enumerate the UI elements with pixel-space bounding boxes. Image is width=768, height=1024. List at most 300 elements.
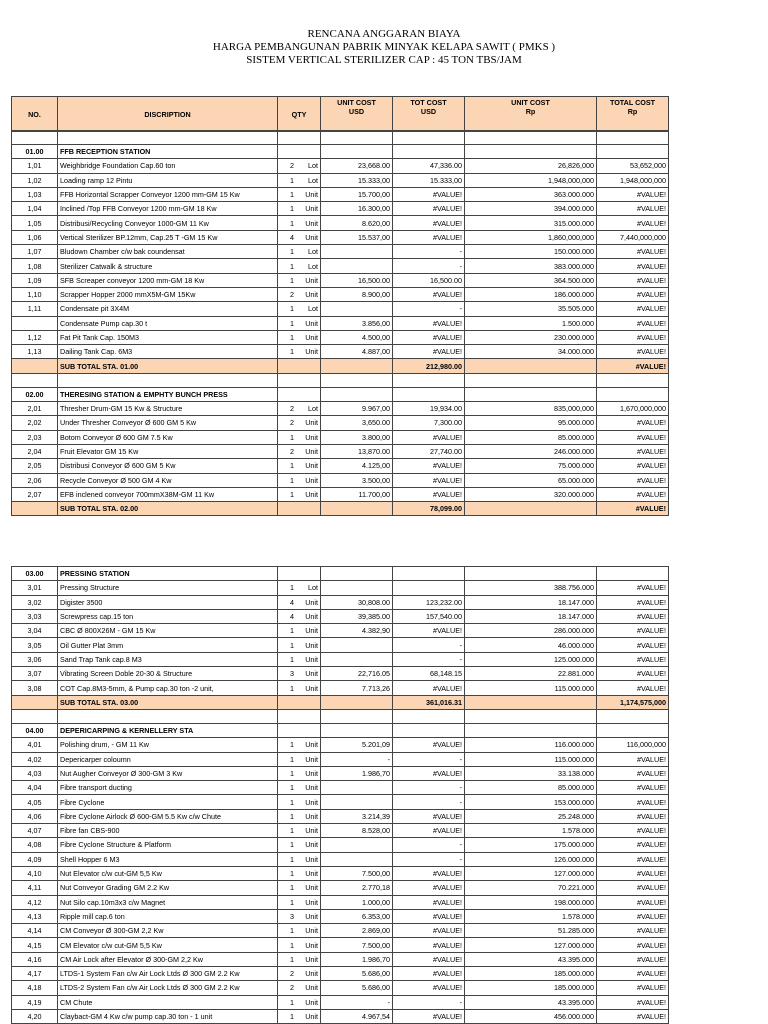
unit-cost-rp: 456.000.000 (465, 1009, 597, 1023)
tot-cost-usd (393, 581, 465, 595)
total-cost-rp: 7,440,000,000 (597, 230, 669, 244)
tot-cost-usd: #VALUE! (393, 952, 465, 966)
tot-cost-usd: 47,336.00 (393, 159, 465, 173)
unit-cost-usd: 1.986,70 (321, 952, 393, 966)
empty-cell (597, 709, 669, 723)
subtotal-label: SUB TOTAL STA. 02.00 (58, 502, 278, 516)
unit-cost-rp: 116.000.000 (465, 738, 597, 752)
tot-cost-usd: - (393, 995, 465, 1009)
qty-unit: Unit (305, 954, 318, 964)
qty-value: 1 (290, 583, 294, 593)
qty-unit: Unit (305, 654, 318, 664)
table-row (12, 995, 669, 1009)
item-description: Nut Silo cap.10m3x3 c/w Magnet (58, 895, 278, 909)
qty-value: 1 (290, 654, 294, 664)
item-qty (278, 766, 321, 780)
unit-cost-rp: 70.221.000 (465, 881, 597, 895)
subtotal-row (12, 359, 669, 373)
item-number: 1,03 (12, 187, 58, 201)
unit-cost-usd (321, 781, 393, 795)
header-unit-cost-rp: UNIT COST Rp (465, 97, 597, 132)
item-description: Digister 3500 (58, 595, 278, 609)
empty-cell (465, 502, 597, 516)
table-row (12, 638, 669, 652)
item-description: Fat Pit Tank Cap. 150M3 (58, 330, 278, 344)
subtotal-usd: 212,980.00 (393, 359, 465, 373)
qty-unit: Unit (305, 318, 318, 328)
unit-cost-rp: 115.000.000 (465, 752, 597, 766)
tot-cost-usd: #VALUE! (393, 459, 465, 473)
qty-unit: Lot (308, 247, 318, 257)
total-cost-rp: #VALUE! (597, 866, 669, 880)
item-description: CM Chute (58, 995, 278, 1009)
tot-cost-usd: - (393, 245, 465, 259)
item-number: 4,02 (12, 752, 58, 766)
unit-cost-rp: 115.000.000 (465, 681, 597, 695)
unit-cost-usd: 11.700,00 (321, 487, 393, 501)
unit-cost-rp: 46.000.000 (465, 638, 597, 652)
item-qty (278, 609, 321, 623)
unit-cost-rp: 22.881.000 (465, 667, 597, 681)
section-header-row (12, 567, 669, 581)
table-row (12, 852, 669, 866)
total-cost-rp: #VALUE! (597, 259, 669, 273)
empty-cell (278, 387, 321, 401)
tot-cost-usd: #VALUE! (393, 881, 465, 895)
total-cost-rp: #VALUE! (597, 809, 669, 823)
unit-cost-rp: 26,826,000 (465, 159, 597, 173)
unit-cost-usd (321, 852, 393, 866)
header-tot-cost-usd: TOT COST USD (393, 97, 465, 132)
qty-value: 1 (290, 854, 294, 864)
qty-unit: Unit (305, 869, 318, 879)
tot-cost-usd: - (393, 852, 465, 866)
tot-cost-usd: #VALUE! (393, 938, 465, 952)
qty-unit: Unit (305, 854, 318, 864)
empty-cell (597, 145, 669, 159)
item-qty (278, 430, 321, 444)
unit-cost-usd: - (321, 995, 393, 1009)
empty-cell (278, 567, 321, 581)
qty-unit: Unit (305, 232, 318, 242)
item-description: COT Cap.8M3-5mm, & Pump cap.30 ton -2 unit, (58, 681, 278, 695)
empty-cell (465, 723, 597, 737)
item-number: 4,17 (12, 967, 58, 981)
item-number: 4,12 (12, 895, 58, 909)
item-description: Bludown Chamber c/w bak coundensat (58, 245, 278, 259)
total-cost-rp: #VALUE! (597, 287, 669, 301)
unit-cost-rp: 25.248.000 (465, 809, 597, 823)
unit-cost-rp: 286.000.000 (465, 624, 597, 638)
item-qty (278, 595, 321, 609)
table-row (12, 259, 669, 273)
item-number: 1,05 (12, 216, 58, 230)
total-cost-rp: #VALUE! (597, 881, 669, 895)
item-number: 4,19 (12, 995, 58, 1009)
qty-value: 1 (290, 640, 294, 650)
total-cost-rp: #VALUE! (597, 187, 669, 201)
unit-cost-usd (321, 581, 393, 595)
qty-unit: Unit (305, 797, 318, 807)
unit-cost-usd (321, 245, 393, 259)
total-cost-rp: #VALUE! (597, 938, 669, 952)
unit-cost-usd: 7.713,26 (321, 681, 393, 695)
item-description: Ripple mill cap.6 ton (58, 909, 278, 923)
qty-value: 1 (290, 304, 294, 314)
unit-cost-usd: 8.900,00 (321, 287, 393, 301)
unit-cost-rp: 35.505.000 (465, 302, 597, 316)
qty-value: 1 (290, 883, 294, 893)
table-row (12, 781, 669, 795)
qty-value: 1 (290, 218, 294, 228)
section-title: DEPERICARPING & KERNELLERY STA (58, 723, 278, 737)
item-description: Fibre Cyclone Structure & Platform (58, 838, 278, 852)
tot-cost-usd: #VALUE! (393, 766, 465, 780)
tot-cost-usd: - (393, 259, 465, 273)
total-cost-rp: #VALUE! (597, 416, 669, 430)
empty-cell (12, 373, 58, 387)
table-row (12, 216, 669, 230)
item-qty (278, 487, 321, 501)
tot-cost-usd: #VALUE! (393, 345, 465, 359)
qty-value: 1 (290, 783, 294, 793)
subtotal-number (12, 359, 58, 373)
unit-cost-usd: 15.700,00 (321, 187, 393, 201)
item-number: 4,05 (12, 795, 58, 809)
total-cost-rp: #VALUE! (597, 681, 669, 695)
table-row (12, 738, 669, 752)
item-number: 3,07 (12, 667, 58, 681)
tot-cost-usd: #VALUE! (393, 487, 465, 501)
table-row (12, 430, 669, 444)
qty-value: 4 (290, 612, 294, 622)
item-qty (278, 866, 321, 880)
item-number: 1,02 (12, 173, 58, 187)
qty-unit: Unit (305, 740, 318, 750)
item-qty (278, 302, 321, 316)
table-row (12, 824, 669, 838)
unit-cost-usd: 15.537,00 (321, 230, 393, 244)
subtotal-usd: 78,099.00 (393, 502, 465, 516)
total-cost-rp: 1,670,000,000 (597, 402, 669, 416)
qty-unit: Lot (308, 161, 318, 171)
total-cost-rp: #VALUE! (597, 838, 669, 852)
tot-cost-usd: - (393, 781, 465, 795)
qty-unit: Unit (305, 190, 318, 200)
qty-value: 3 (290, 669, 294, 679)
unit-cost-rp: 363.000.000 (465, 187, 597, 201)
section-title: FFB RECEPTION STATION (58, 145, 278, 159)
item-description: Loading ramp 12 Pintu (58, 173, 278, 187)
empty-cell (597, 723, 669, 737)
qty-value: 1 (290, 275, 294, 285)
total-cost-rp: #VALUE! (597, 652, 669, 666)
empty-cell (393, 709, 465, 723)
table-row (12, 230, 669, 244)
item-number: 2,06 (12, 473, 58, 487)
qty-value: 1 (290, 683, 294, 693)
header-total-cost-rp: TOTAL COST Rp (597, 97, 669, 132)
item-description: Polishing drum, - GM 11 Kw (58, 738, 278, 752)
blank-row (12, 131, 669, 145)
total-cost-rp: #VALUE! (597, 1009, 669, 1023)
tot-cost-usd: - (393, 838, 465, 852)
table-header (11, 96, 669, 132)
empty-cell (465, 567, 597, 581)
item-qty (278, 444, 321, 458)
item-number: 1,13 (12, 345, 58, 359)
total-cost-rp: #VALUE! (597, 330, 669, 344)
item-qty (278, 909, 321, 923)
qty-unit: Unit (305, 447, 318, 457)
unit-cost-usd: 13,870.00 (321, 444, 393, 458)
item-description: CBC Ø 800X26M - GM 15 Kw (58, 624, 278, 638)
unit-cost-usd (321, 638, 393, 652)
qty-unit: Unit (305, 432, 318, 442)
empty-cell (321, 723, 393, 737)
total-cost-rp: #VALUE! (597, 302, 669, 316)
header-description: DISCRIPTION (58, 97, 278, 132)
empty-cell (393, 145, 465, 159)
qty-value: 1 (290, 261, 294, 271)
unit-cost-rp: 127.000.000 (465, 938, 597, 952)
item-number: 4,15 (12, 938, 58, 952)
total-cost-rp: #VALUE! (597, 459, 669, 473)
tot-cost-usd: #VALUE! (393, 738, 465, 752)
total-cost-rp: #VALUE! (597, 624, 669, 638)
title-line-1: RENCANA ANGGARAN BIAYA (307, 28, 461, 40)
unit-cost-usd: 5.686,00 (321, 981, 393, 995)
tot-cost-usd: #VALUE! (393, 1009, 465, 1023)
item-qty (278, 681, 321, 695)
unit-cost-usd: 3.800,00 (321, 430, 393, 444)
table-row (12, 681, 669, 695)
unit-cost-usd: 1.000,00 (321, 895, 393, 909)
table-row (12, 345, 669, 359)
item-qty (278, 667, 321, 681)
item-qty (278, 967, 321, 981)
unit-cost-rp: 43.395.000 (465, 995, 597, 1009)
qty-unit: Unit (305, 347, 318, 357)
tot-cost-usd: #VALUE! (393, 824, 465, 838)
total-cost-rp: #VALUE! (597, 609, 669, 623)
item-description: Sand Trap Tank cap.8 M3 (58, 652, 278, 666)
qty-value: 2 (290, 161, 294, 171)
qty-unit: Unit (305, 418, 318, 428)
unit-cost-rp: 1.500.000 (465, 316, 597, 330)
item-number: 3,06 (12, 652, 58, 666)
empty-cell (58, 131, 278, 145)
table-row (12, 866, 669, 880)
qty-unit: Unit (305, 290, 318, 300)
item-description: CM Air Lock after Elevator Ø 300-GM 2,2 Kw (58, 952, 278, 966)
empty-cell (278, 145, 321, 159)
item-qty (278, 881, 321, 895)
qty-value: 1 (290, 489, 294, 499)
empty-cell (465, 695, 597, 709)
qty-value: 1 (290, 897, 294, 907)
qty-value: 1 (290, 204, 294, 214)
total-cost-rp: #VALUE! (597, 638, 669, 652)
item-qty (278, 938, 321, 952)
table-row (12, 881, 669, 895)
tot-cost-usd: - (393, 302, 465, 316)
total-cost-rp: #VALUE! (597, 766, 669, 780)
unit-cost-usd: 9.967,00 (321, 402, 393, 416)
table-row (12, 938, 669, 952)
item-number: 4,13 (12, 909, 58, 923)
unit-cost-rp: 18.147.000 (465, 595, 597, 609)
qty-value: 4 (290, 232, 294, 242)
item-description: FFB Horizontal Scrapper Conveyor 1200 mm-GM 15 Kw (58, 187, 278, 201)
subtotal-rp: 1,174,575,000 (597, 695, 669, 709)
total-cost-rp: #VALUE! (597, 752, 669, 766)
total-cost-rp: #VALUE! (597, 924, 669, 938)
tot-cost-usd: #VALUE! (393, 866, 465, 880)
tot-cost-usd: - (393, 652, 465, 666)
table-row (12, 667, 669, 681)
unit-cost-usd: 16,500.00 (321, 273, 393, 287)
unit-cost-rp: 186.000.000 (465, 287, 597, 301)
empty-cell (321, 567, 393, 581)
item-number: 1,12 (12, 330, 58, 344)
unit-cost-rp: 1,948,000,000 (465, 173, 597, 187)
empty-cell (321, 709, 393, 723)
qty-value: 1 (290, 826, 294, 836)
item-description: Dailing Tank Cap. 6M3 (58, 345, 278, 359)
unit-cost-usd: 3.856,00 (321, 316, 393, 330)
table-row (12, 245, 669, 259)
qty-value: 1 (290, 318, 294, 328)
unit-cost-rp: 394.000.000 (465, 202, 597, 216)
empty-cell (465, 387, 597, 401)
unit-cost-rp: 75.000.000 (465, 459, 597, 473)
table-row (12, 895, 669, 909)
tot-cost-usd: #VALUE! (393, 624, 465, 638)
qty-unit: Unit (305, 489, 318, 499)
qty-unit: Unit (305, 669, 318, 679)
subtotal-label: SUB TOTAL STA. 03.00 (58, 695, 278, 709)
subtotal-rp: #VALUE! (597, 502, 669, 516)
item-qty (278, 795, 321, 809)
empty-cell (12, 709, 58, 723)
item-number: 2,07 (12, 487, 58, 501)
item-description: Botom Conveyor Ø 600 GM 7.5 Kw (58, 430, 278, 444)
unit-cost-usd: 4.500,00 (321, 330, 393, 344)
unit-cost-usd: 4.887,00 (321, 345, 393, 359)
item-number: 2,03 (12, 430, 58, 444)
item-description: Fibre Cyclone (58, 795, 278, 809)
qty-unit: Lot (308, 583, 318, 593)
blank-row (12, 373, 669, 387)
qty-unit: Unit (305, 883, 318, 893)
unit-cost-usd: 30,808.00 (321, 595, 393, 609)
unit-cost-rp: 33.138.000 (465, 766, 597, 780)
empty-cell (465, 359, 597, 373)
qty-unit: Unit (305, 640, 318, 650)
qty-unit: Unit (305, 683, 318, 693)
item-description: Screwpress cap.15 ton (58, 609, 278, 623)
unit-cost-usd: 5.686,00 (321, 967, 393, 981)
empty-cell (321, 145, 393, 159)
unit-cost-rp: 835,000,000 (465, 402, 597, 416)
item-number: 4,08 (12, 838, 58, 852)
qty-unit: Unit (305, 840, 318, 850)
subtotal-row (12, 695, 669, 709)
item-description: Distribusi/Recycling Conveyor 1000-GM 11 Kw (58, 216, 278, 230)
unit-cost-rp: 85.000.000 (465, 430, 597, 444)
tot-cost-usd: #VALUE! (393, 287, 465, 301)
qty-value: 1 (290, 175, 294, 185)
table-row (12, 909, 669, 923)
tot-cost-usd: 16,500.00 (393, 273, 465, 287)
qty-unit: Unit (305, 1012, 318, 1022)
item-description: LTDS-1 System Fan c/w Air Lock Ltds Ø 300 GM 2.2 Kw (58, 967, 278, 981)
qty-value: 2 (290, 404, 294, 414)
item-number: 2,05 (12, 459, 58, 473)
table-row (12, 624, 669, 638)
qty-value: 1 (290, 997, 294, 1007)
unit-cost-rp: 1,860,000,000 (465, 230, 597, 244)
unit-cost-rp: 383.000.000 (465, 259, 597, 273)
item-number (12, 316, 58, 330)
unit-cost-usd: 2.770,18 (321, 881, 393, 895)
total-cost-rp: #VALUE! (597, 781, 669, 795)
item-qty (278, 245, 321, 259)
item-qty (278, 924, 321, 938)
tot-cost-usd: 15.333,00 (393, 173, 465, 187)
item-description: Fibre Cyclone Airlock Ø 600-GM 5.5 Kw c/w Chute (58, 809, 278, 823)
qty-value: 1 (290, 840, 294, 850)
item-qty (278, 416, 321, 430)
unit-cost-rp: 198.000.000 (465, 895, 597, 909)
unit-cost-usd: 2.869,00 (321, 924, 393, 938)
unit-cost-usd: 4.382,90 (321, 624, 393, 638)
qty-unit: Unit (305, 626, 318, 636)
unit-cost-usd: 6.353,00 (321, 909, 393, 923)
unit-cost-usd (321, 302, 393, 316)
qty-unit: Unit (305, 969, 318, 979)
item-description: Condensate pit 3X4M (58, 302, 278, 316)
cost-table-part-1 (11, 130, 669, 516)
item-number: 1,04 (12, 202, 58, 216)
qty-value: 1 (290, 740, 294, 750)
section-header-row (12, 723, 669, 737)
unit-cost-usd: 8.620,00 (321, 216, 393, 230)
total-cost-rp: #VALUE! (597, 895, 669, 909)
item-qty (278, 652, 321, 666)
qty-value: 1 (290, 797, 294, 807)
item-description: Nut Conveyor Grading GM 2.2 Kw (58, 881, 278, 895)
tot-cost-usd: 157,540.00 (393, 609, 465, 623)
item-description: LTDS-2 System Fan c/w Air Lock Ltds Ø 300 GM 2.2 Kw (58, 981, 278, 995)
unit-cost-usd (321, 652, 393, 666)
title-line-3: SISTEM VERTICAL STERILIZER CAP : 45 TON TBS/JAM (246, 54, 522, 66)
qty-unit: Unit (305, 811, 318, 821)
unit-cost-rp: 315.000.000 (465, 216, 597, 230)
item-number: 4,03 (12, 766, 58, 780)
empty-cell (393, 723, 465, 737)
item-number: 4,07 (12, 824, 58, 838)
blank-row (12, 709, 669, 723)
unit-cost-rp: 95.000.000 (465, 416, 597, 430)
unit-cost-rp: 34.000.000 (465, 345, 597, 359)
item-description: CM Conveyor Ø 300-GM 2,2 Kw (58, 924, 278, 938)
tot-cost-usd: 68,148.15 (393, 667, 465, 681)
unit-cost-usd: 15.333,00 (321, 173, 393, 187)
item-number: 3,03 (12, 609, 58, 623)
unit-cost-rp: 364.500.000 (465, 273, 597, 287)
